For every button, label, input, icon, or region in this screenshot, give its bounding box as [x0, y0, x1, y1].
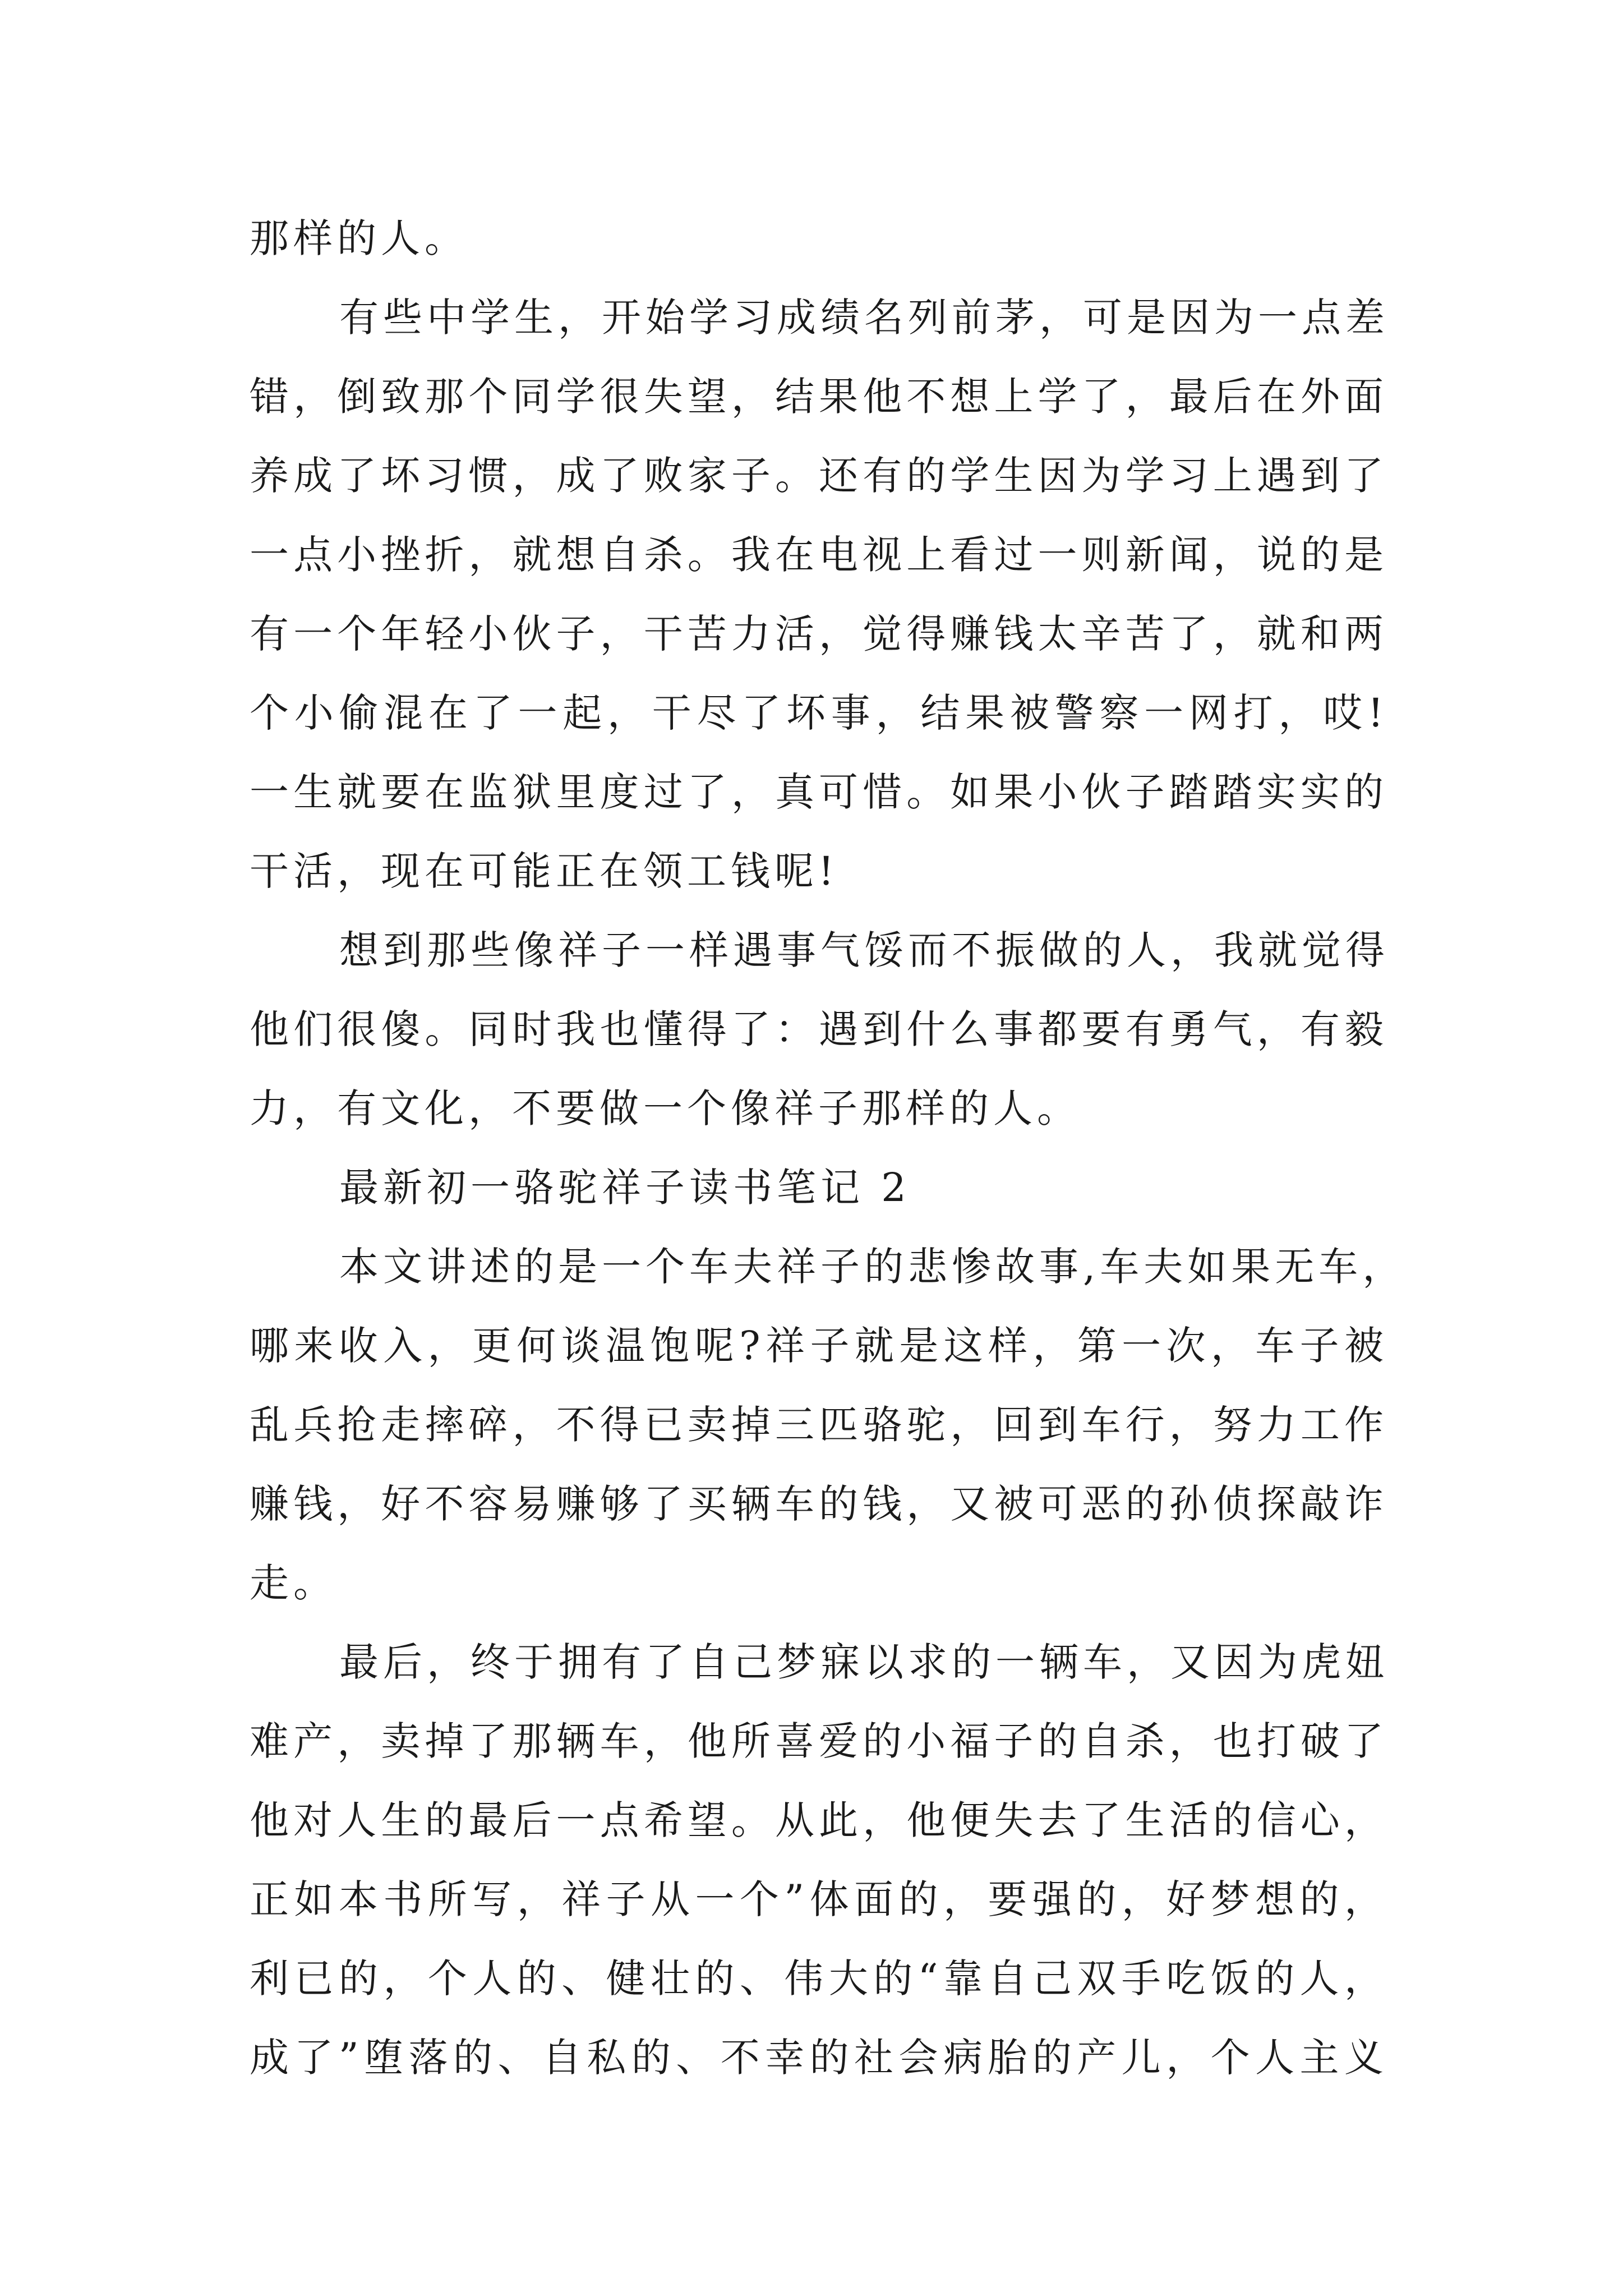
section-heading — [250, 1148, 1388, 1227]
text-line: 有些中学生，开始学习成绩名列前茅，可是因为一点差 — [339, 295, 1389, 341]
text-line: 养成了坏习惯，成了败家子。还有的学生因为学习上遇到了 — [250, 453, 1388, 499]
text-line: 乱兵抢走摔碎，不得已卖掉三匹骆驼，回到车行，努力工作 — [250, 1402, 1388, 1448]
text-line: 有一个年轻小伙子，干苦力活，觉得赚钱太辛苦了，就和两 — [250, 611, 1388, 657]
text-line: 想到那些像祥子一样遇事气馁而不振做的人，我就觉得 — [339, 927, 1389, 973]
paragraph — [250, 1227, 1407, 1623]
text-line: 错，倒致那个同学很失望，结果他不想上学了，最后在外面 — [250, 374, 1388, 420]
text-line: 他对人生的最后一点希望。从此，他便失去了生活的信心， — [250, 1797, 1388, 1843]
text-line: 赚钱，好不容易赚够了买辆车的钱，又被可恶的孙侦探敲诈 — [250, 1481, 1388, 1527]
text-line: 力，有文化，不要做一个像祥子那样的人。 — [250, 1085, 1081, 1131]
text-line: 本文讲述的是一个车夫祥子的悲惨故事,车夫如果无车， — [339, 1244, 1407, 1290]
text-line: 一生就要在监狱里度过了，真可惜。如果小伙子踏踏实实的 — [250, 769, 1388, 815]
text-line: 正如本书所写，祥子从一个”体面的，要强的，好梦想的， — [250, 1876, 1388, 1922]
text-line: 干活，现在可能正在领工钱呢! — [250, 848, 839, 894]
text-line: 他们很傻。同时我也懂得了：遇到什么事都要有勇气，有毅 — [250, 1006, 1388, 1052]
text-line: 个小偷混在了一起，干尽了坏事，结果被警察一网打，哎! — [250, 690, 1388, 736]
text-line: 那样的人。 — [250, 215, 468, 261]
text-line: 哪来收入，更何谈温饱呢?祥子就是这样，第一次，车子被 — [250, 1323, 1388, 1369]
text-line: 走。 — [250, 1560, 337, 1606]
paragraph — [250, 911, 1388, 1148]
section-heading-text: 最新初一骆驼祥子读书笔记 2 — [339, 1165, 911, 1211]
text-line: 一点小挫折，就想自杀。我在电视上看过一则新闻，说的是 — [250, 532, 1388, 578]
paragraph — [250, 278, 1388, 911]
paragraph — [250, 199, 1388, 278]
text-line: 难产，卖掉了那辆车，他所喜爱的小福子的自杀，也打破了 — [250, 1718, 1388, 1764]
text-line: 成了”堕落的、自私的、不幸的社会病胎的产儿，个人主义 — [250, 2035, 1388, 2081]
text-line: 利已的，个人的、健壮的、伟大的“靠自己双手吃饭的人， — [250, 1955, 1388, 2001]
paragraph — [250, 1623, 1388, 2097]
document-body — [250, 199, 1407, 2097]
text-line: 最后，终于拥有了自己梦寐以求的一辆车，又因为虎妞 — [339, 1639, 1389, 1685]
